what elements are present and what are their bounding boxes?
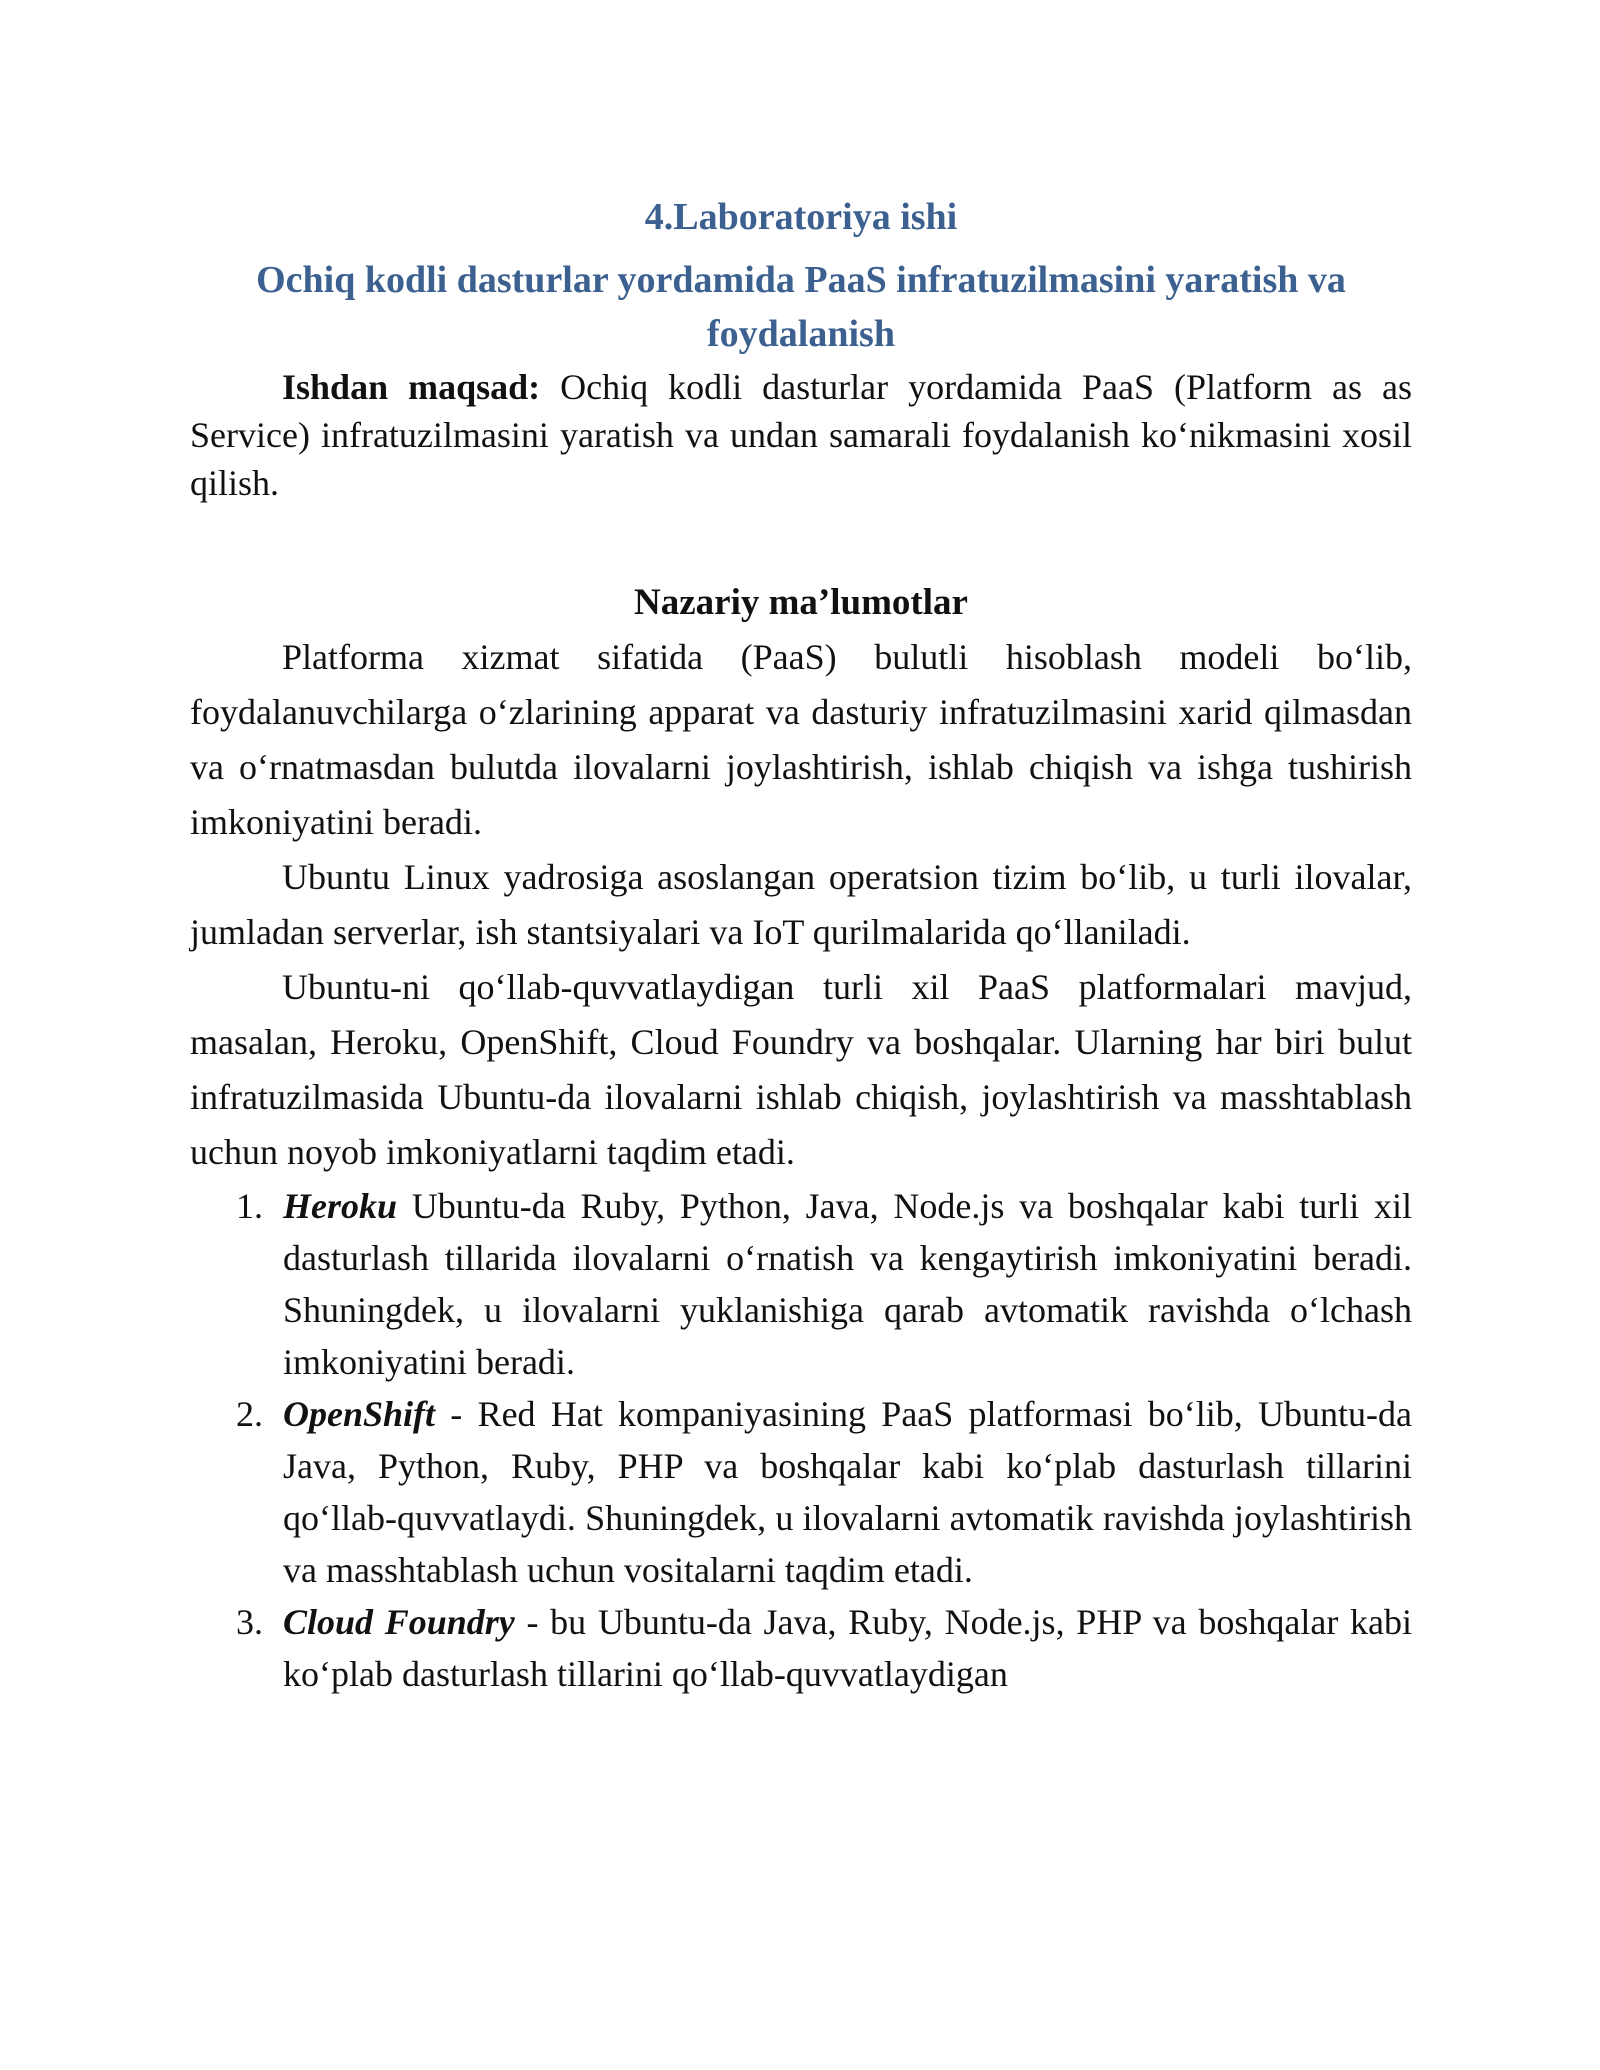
theory-heading: Nazariy ma’lumotlar [634, 582, 968, 623]
list-item-number: 1. [236, 1186, 263, 1226]
goal-paragraph [190, 363, 1412, 507]
theory-paragraph: Platforma xizmat sifatida (PaaS) bulutli hisoblash modeli bo‘lib, foydalanuvchilarga o‘zlarining apparat va dasturiy infratuzilmasini xarid qilmasdan va o‘rnatmasdan bulutda ilovalarni joylashtirish, ishlab chiqish va ishga tushirish imkoniyatini beradi. [190, 637, 1412, 842]
platform-description: - bu Ubuntu-da Java, Ruby, Node.js, PHP va boshqalar kabi ko‘plab dasturlash tillarini qo‘llab-quvvatlaydigan [283, 1602, 1412, 1694]
goal-text: Ochiq kodli dasturlar yordamida PaaS (Platform as as Service) infratuzilmasini yaratish va undan samarali foydalanish ko‘nikmasini xosil qilish. [190, 367, 1412, 503]
list-item [190, 1180, 1412, 1388]
list-item-number: 3. [236, 1602, 263, 1642]
lab-main-title: Ochiq kodli dasturlar yordamida PaaS infratuzilmasini yaratish va foydalanish [256, 259, 1346, 355]
platform-description: Ubuntu-da Ruby, Python, Java, Node.js va boshqalar kabi turli xil dasturlash tillarida ilovalarni o‘rnatish va kengaytirish imkoniyatini beradi. Shuningdek, u ilovalarni yuklanishiga qarab avtomatik ravishda o‘lchash imkoniyatini beradi. [283, 1186, 1412, 1382]
list-item [190, 1388, 1412, 1596]
page-content [190, 190, 1412, 1700]
platform-list [190, 1180, 1412, 1700]
platform-term: Heroku [283, 1186, 398, 1226]
platform-description: - Red Hat kompaniyasining PaaS platformasi bo‘lib, Ubuntu-da Java, Python, Ruby, PHP va boshqalar kabi ko‘plab dasturlash tillarini qo‘llab-quvvatlaydi. Shuningdek, u ilovalarni avtomatik ravishda joylashtirish va masshtablash uchun vositalarni taqdim etadi. [283, 1394, 1412, 1590]
list-item-number: 2. [236, 1394, 263, 1434]
theory-paragraph: Ubuntu Linux yadrosiga asoslangan operatsion tizim bo‘lib, u turli ilovalar, jumladan serverlar, ish stantsiyalari va IoT qurilmalarida qo‘llaniladi. [190, 857, 1412, 952]
lab-number-title: 4.Laboratoriya ishi [644, 196, 958, 238]
platform-term: OpenShift [283, 1394, 436, 1434]
list-item [190, 1596, 1412, 1700]
goal-label: Ishdan maqsad: [282, 367, 541, 407]
platform-term: Cloud Foundry [283, 1602, 515, 1642]
theory-paragraph: Ubuntu-ni qo‘llab-quvvatlaydigan turli xil PaaS platformalari mavjud, masalan, Heroku, OpenShift, Cloud Foundry va boshqalar. Ularning har biri bulut infratuzilmasida Ubuntu-da ilovalarni ishlab chiqish, joylashtirish va masshtablash uchun noyob imkoniyatlarni taqdim etadi. [190, 967, 1412, 1172]
